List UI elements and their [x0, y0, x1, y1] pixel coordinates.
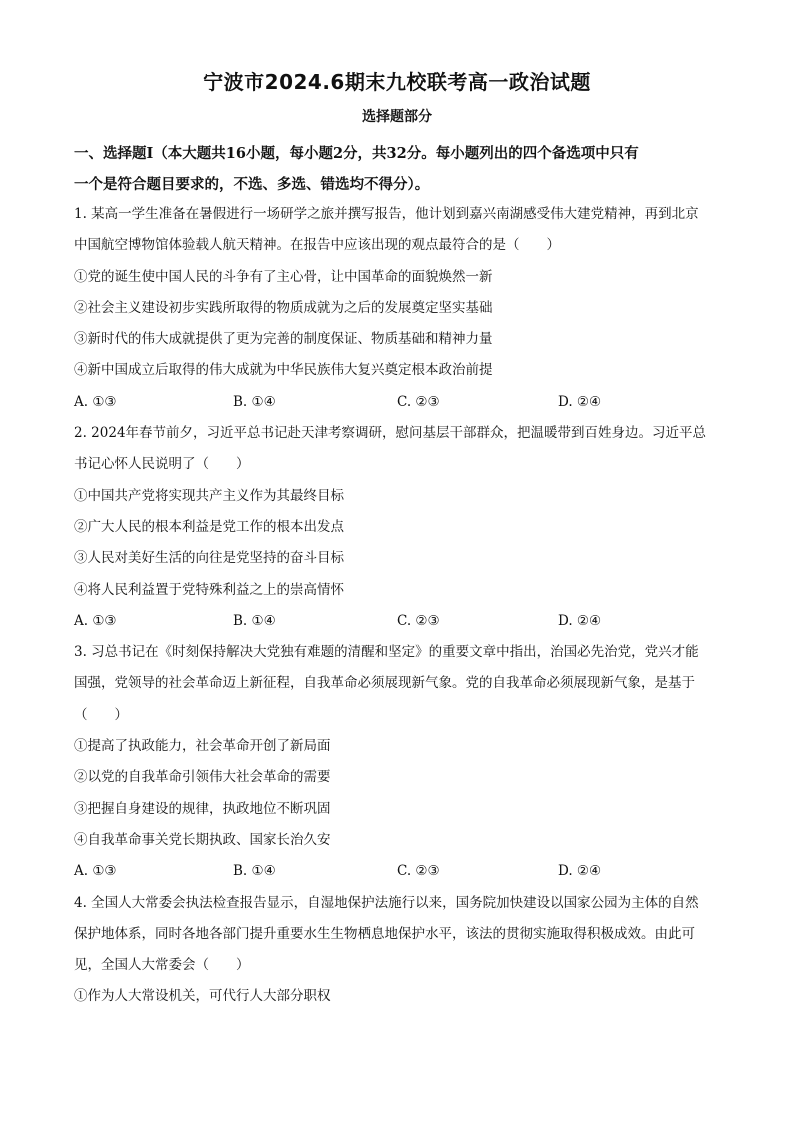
question-stem-line: 中国航空博物馆体验载人航天精神。在报告中应该出现的观点最符合的是（ ） — [74, 237, 560, 254]
question-list — [74, 199, 726, 1013]
question-1 — [74, 199, 726, 418]
section-subtitle: 选择题部分 — [362, 109, 432, 125]
answer-options — [74, 606, 726, 637]
option-c[interactable]: C. ②③ — [397, 393, 440, 410]
statement: ①中国共产党将实现共产主义作为其最终目标 — [74, 487, 344, 504]
answer-options — [74, 856, 726, 887]
instruction-line: 一个是符合题目要求的，不选、多选、错选均不得分）。 — [74, 176, 430, 193]
option-b[interactable]: B. ①④ — [233, 612, 276, 629]
option-a[interactable]: A. ①③ — [74, 393, 117, 410]
question-4 — [74, 888, 726, 1013]
question-stem-line: 4. 全国人大常委会执法检查报告显示，自湿地保护法施行以来，国务院加快建设以国家公园为主体的自然 — [74, 894, 699, 911]
option-a[interactable]: A. ①③ — [74, 612, 117, 629]
option-d[interactable]: D. ②④ — [558, 612, 602, 629]
question-3 — [74, 637, 726, 887]
statement: ④新中国成立后取得的伟大成就为中华民族伟大复兴奠定根本政治前提 — [74, 362, 493, 379]
section-instructions — [74, 138, 724, 200]
statement: ②以党的自我革命引领伟大社会革命的需要 — [74, 769, 331, 786]
option-b[interactable]: B. ①④ — [233, 863, 276, 880]
question-stem-line: 3. 习总书记在《时刻保持解决大党独有难题的清醒和坚定》的重要文章中指出，治国必先治党，党兴才能 — [74, 644, 699, 661]
question-stem-line: 保护地体系，同时各地各部门提升重要水生生物栖息地保护水平，该法的贯彻实施取得积极成效。由此可 — [74, 925, 695, 942]
page-title: 宁波市2024.6期末九校联考高一政治试题 — [203, 70, 591, 94]
option-b[interactable]: B. ①④ — [233, 393, 276, 410]
answer-options — [74, 387, 726, 418]
statement: ③人民对美好生活的向往是党坚持的奋斗目标 — [74, 550, 344, 567]
question-stem-line: （ ） — [74, 706, 128, 723]
statement: ③新时代的伟大成就提供了更为完善的制度保证、物质基础和精神力量 — [74, 331, 493, 348]
instruction-line: 一、选择题Ⅰ（本大题共16小题，每小题2分，共32分。每小题列出的四个备选项中只有 — [74, 145, 639, 162]
option-c[interactable]: C. ②③ — [397, 863, 440, 880]
statement: ②广大人民的根本利益是党工作的根本出发点 — [74, 518, 344, 535]
statement: ②社会主义建设初步实践所取得的物质成就为之后的发展奠定坚实基础 — [74, 299, 493, 316]
statement: ①提高了执政能力，社会革命开创了新局面 — [74, 738, 331, 755]
option-a[interactable]: A. ①③ — [74, 863, 117, 880]
question-stem-line: 书记心怀人民说明了（ ） — [74, 456, 250, 473]
option-d[interactable]: D. ②④ — [558, 863, 602, 880]
statement: ①党的诞生使中国人民的斗争有了主心骨，让中国革命的面貌焕然一新 — [74, 268, 493, 285]
question-stem-line: 1. 某高一学生准备在暑假进行一场研学之旅并撰写报告，他计划到嘉兴南湖感受伟大建党精神，再到北京 — [74, 206, 699, 222]
statement: ④自我革命事关党长期执政、国家长治久安 — [74, 831, 331, 848]
question-stem-line: 2. 2024年春节前夕，习近平总书记赴天津考察调研，慰问基层干部群众，把温暖带到百姓身边。习近平总 — [74, 425, 707, 442]
statement: ④将人民利益置于党特殊利益之上的崇高情怀 — [74, 581, 344, 598]
question-stem-line: 国强，党领导的社会革命迈上新征程，自我革命必须展现新气象。党的自我革命必须展现新气象，是基于 — [74, 675, 695, 692]
question-stem-line: 见，全国人大常委会（ ） — [74, 957, 250, 974]
option-d[interactable]: D. ②④ — [558, 393, 602, 410]
statement: ③把握自身建设的规律，执政地位不断巩固 — [74, 800, 331, 817]
statement: ①作为人大常设机关，可代行人大部分职权 — [74, 988, 331, 1005]
option-c[interactable]: C. ②③ — [397, 612, 440, 629]
question-2 — [74, 418, 726, 637]
